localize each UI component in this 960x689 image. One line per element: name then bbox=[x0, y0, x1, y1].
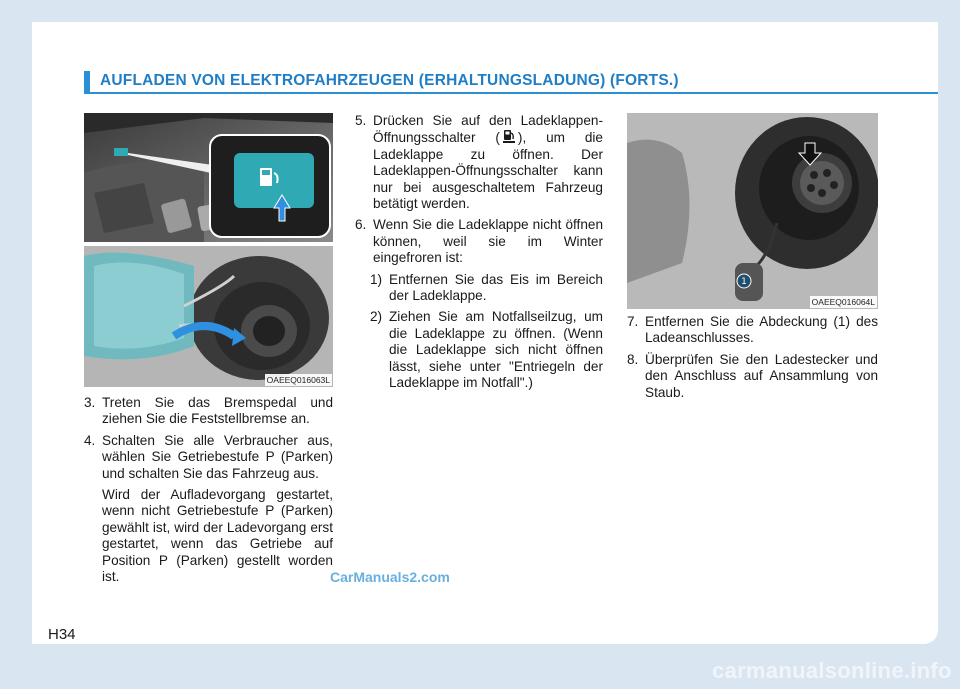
section-title: AUFLADEN VON ELEKTROFAHRZEUGEN (ERHALTUNGSLADUNG) (FORTS.) bbox=[100, 72, 679, 89]
step-6-number: 6. bbox=[355, 217, 367, 233]
step-8 bbox=[627, 352, 878, 401]
figure-charging-port bbox=[627, 113, 878, 309]
step-4-text: Schalten Sie alle Verbraucher aus, wählen Sie Getriebestufe P (Parken) und schalten Sie das Fahrzeug aus. bbox=[102, 432, 333, 481]
sub-1-text: Entfernen Sie das Eis im Bereich der Ladeklappe. bbox=[389, 271, 603, 304]
figure-marker-1: 1 bbox=[741, 277, 747, 287]
page-number: H34 bbox=[48, 626, 76, 643]
step-5-text-b: ), um die Ladeklappe zu öffnen. Der Ladeklappen-Öffnungsschalter kann nur bei ausgeschaltetem Fahrzeug betätigt werden. bbox=[373, 130, 603, 212]
step-3 bbox=[84, 395, 333, 428]
step-4-number: 4. bbox=[84, 432, 96, 448]
figure-code-left: OAEEQ016063L bbox=[266, 375, 330, 385]
step-6 bbox=[355, 217, 603, 266]
text-column-1 bbox=[84, 395, 333, 585]
figure-charge-door bbox=[84, 246, 333, 387]
step-8-text: Überprüfen Sie den Ladestecker und den Anschluss auf Ansammlung von Staub. bbox=[645, 351, 878, 400]
step-6-text: Wenn Sie die Ladeklappe nicht öffnen können, weil sie im Winter eingefroren ist: bbox=[373, 217, 603, 266]
step-5-text-a: Drücken Sie auf den Ladeklappen-Öffnungsschalter ( bbox=[373, 113, 603, 146]
step-7 bbox=[627, 314, 878, 347]
step-3-text: Treten Sie das Bremspedal und ziehen Sie die Feststellbremse an. bbox=[102, 395, 333, 427]
watermark-carmanuals2[interactable]: CarManuals2.com bbox=[330, 569, 450, 585]
step-7-number: 7. bbox=[627, 314, 639, 329]
text-column-2 bbox=[355, 113, 603, 397]
charge-door-switch-icon bbox=[502, 129, 516, 144]
step-4-note: Wird der Aufladevorgang gestartet, wenn nicht Getriebestufe P (Parken) gewählt ist, wird der Ladevorgang erst gestartet, wenn das Getriebe auf Position P (Parken) gestellt worden ist. bbox=[102, 487, 333, 585]
step-6-sub-1 bbox=[355, 272, 603, 305]
step-3-number: 3. bbox=[84, 395, 96, 410]
step-7-text: Entfernen Sie die Abdeckung (1) des Ladeanschlusses. bbox=[645, 314, 878, 346]
section-title-marker bbox=[84, 71, 90, 93]
step-4 bbox=[84, 433, 333, 482]
watermark-carmanualsonline[interactable]: carmanualsonline.info bbox=[712, 658, 952, 683]
figure-dashboard-switch bbox=[84, 113, 333, 242]
section-title-underline bbox=[84, 92, 938, 94]
step-5-number: 5. bbox=[355, 113, 367, 128]
step-5 bbox=[355, 113, 603, 212]
step-6-sub-2 bbox=[355, 309, 603, 391]
figure-code-right: OAEEQ016064L bbox=[811, 297, 875, 307]
text-column-3 bbox=[627, 314, 878, 406]
sub-1-number: 1) bbox=[370, 271, 383, 287]
step-8-number: 8. bbox=[627, 351, 639, 367]
sub-2-number: 2) bbox=[370, 309, 383, 325]
sub-2-text: Ziehen Sie am Notfallseilzug, um die Ladeklappe zu öffnen. (Wenn die Ladeklappe sich nicht öffnen lässt, siehe unter "Entriegeln der Ladeklappe im Notfall".) bbox=[389, 309, 603, 391]
